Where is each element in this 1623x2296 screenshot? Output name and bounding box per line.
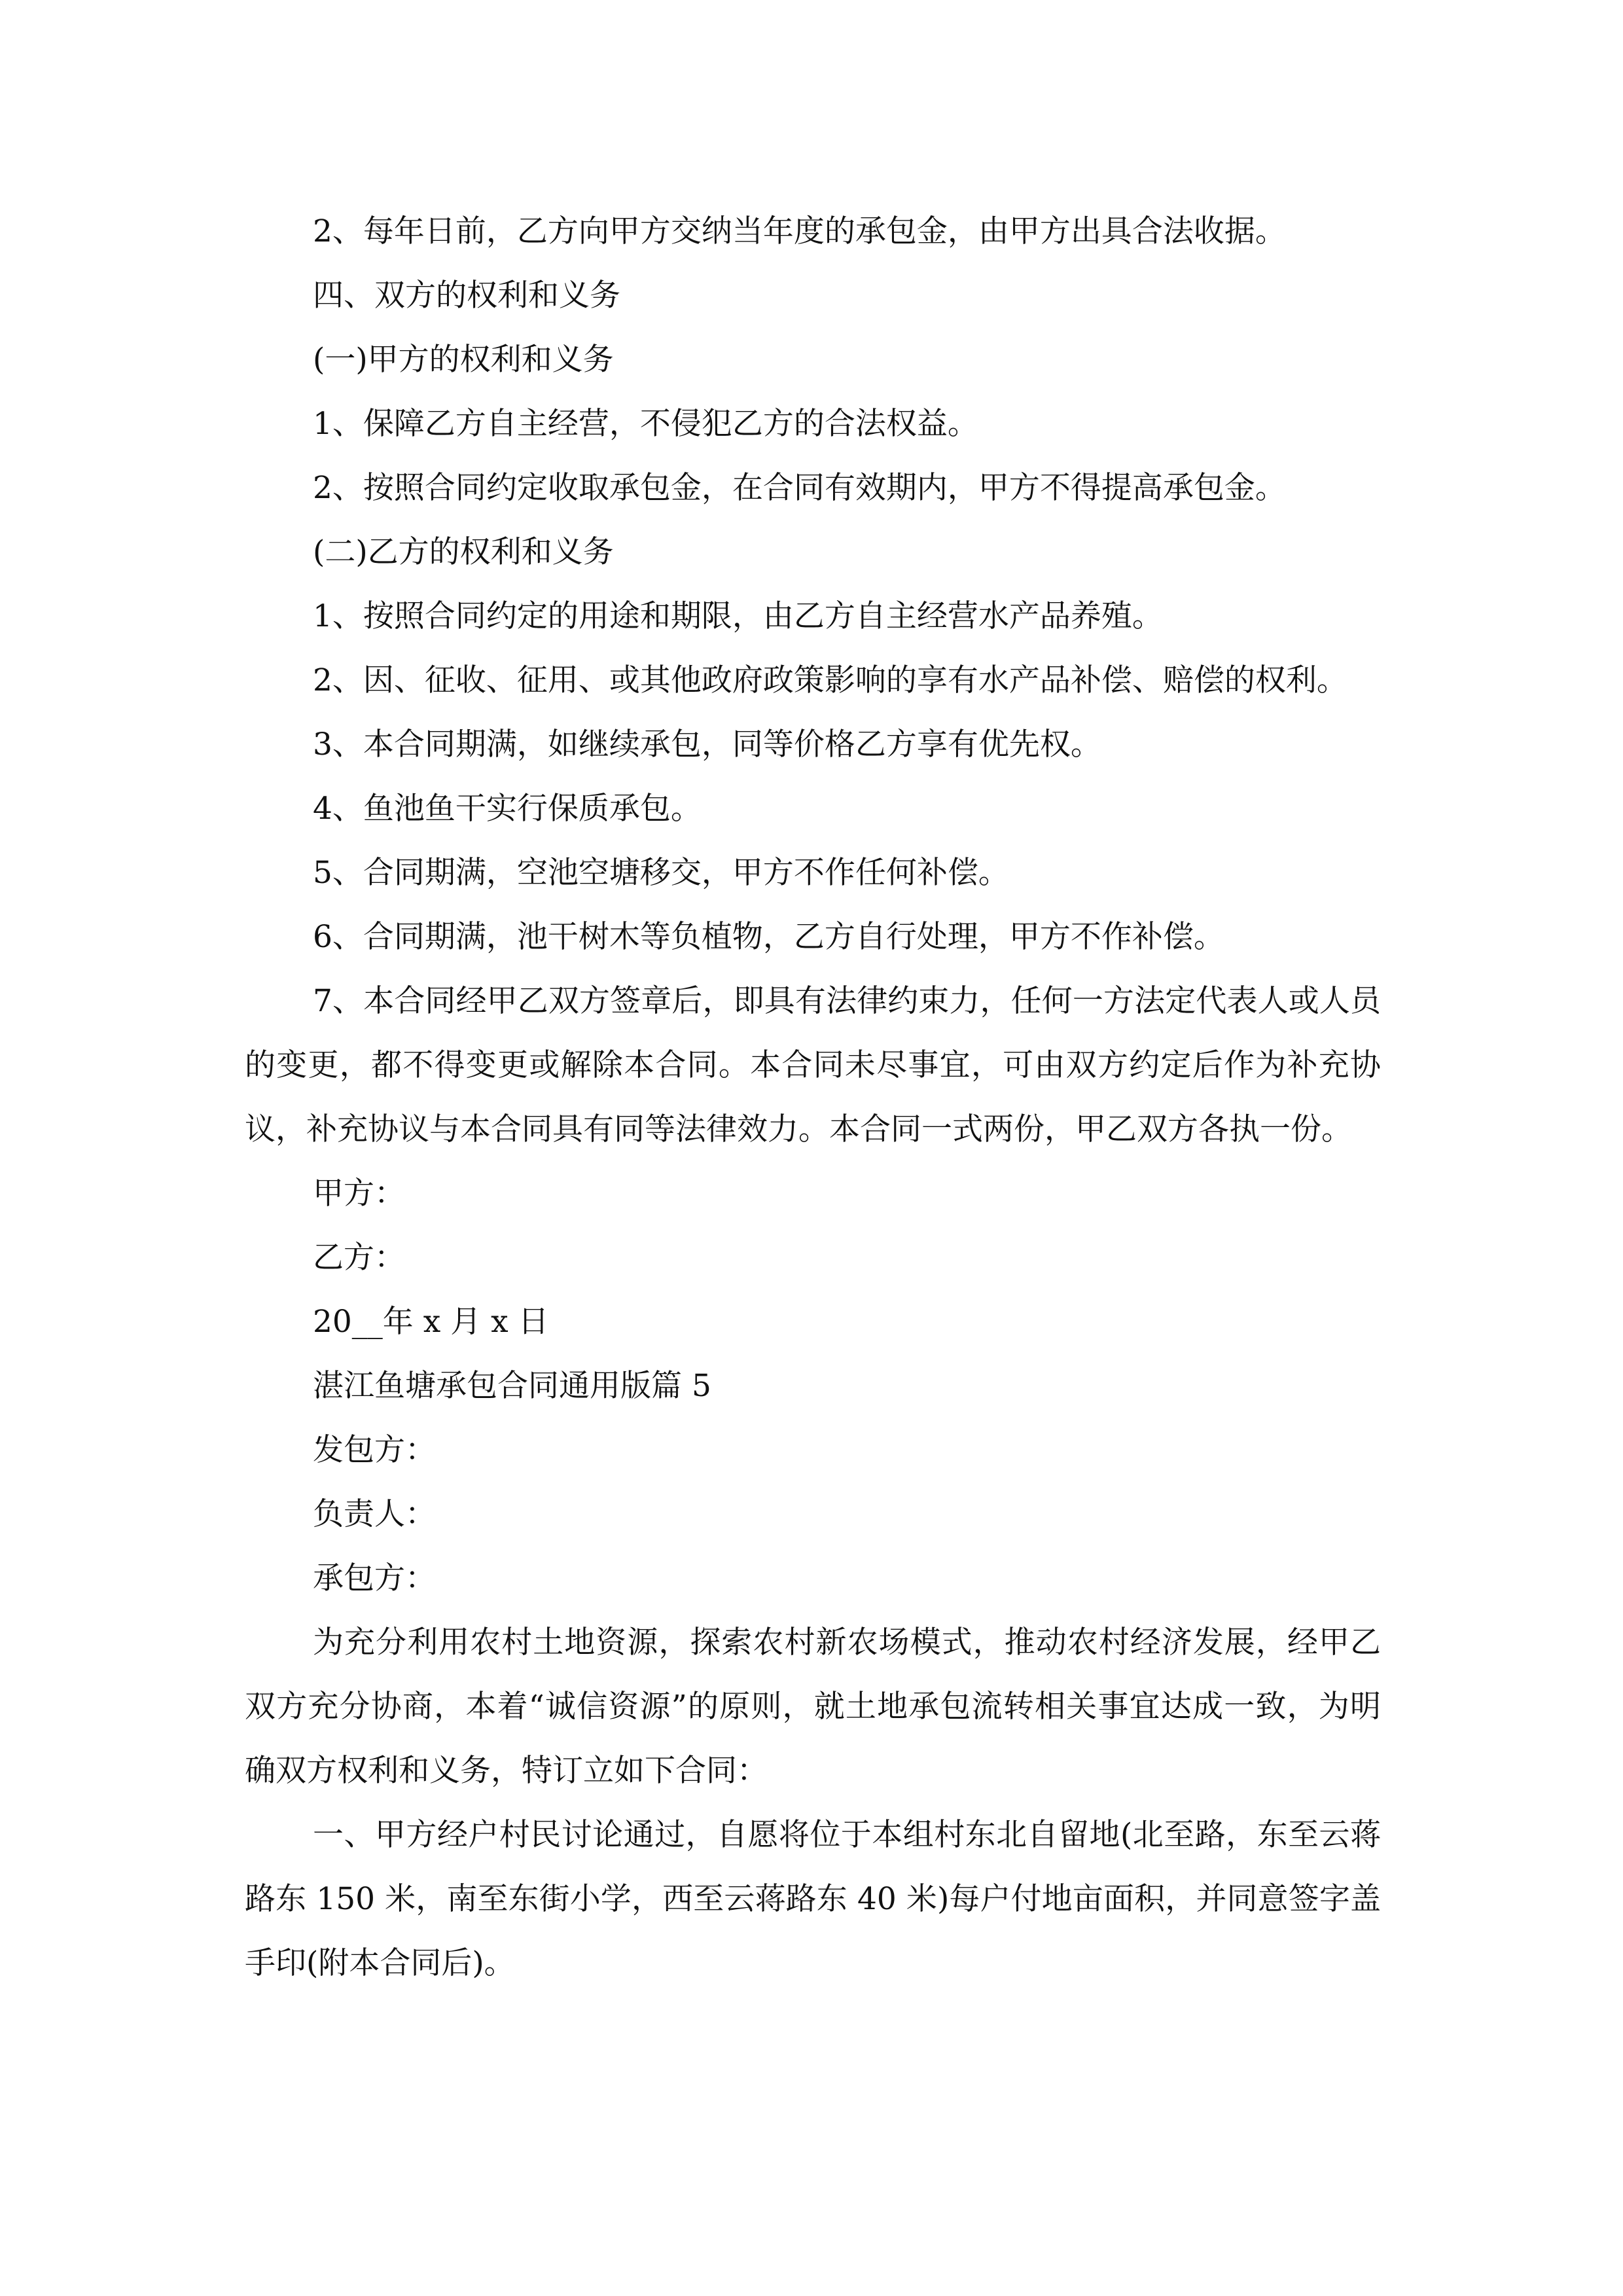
person-in-charge-label: 负责人： — [313, 1496, 436, 1532]
section-title: 湛江鱼塘承包合同通用版篇 5 — [313, 1368, 711, 1404]
section-heading: 四、双方的权利和义务 — [313, 278, 620, 314]
signature-party-b: 乙方： — [313, 1240, 405, 1276]
clause-line: 1、按照合同约定的用途和期限，由乙方自主经营水产品养殖。 — [313, 598, 1163, 634]
clause-line: 3、本合同期满，如继续承包，同等价格乙方享有优先权。 — [313, 726, 1101, 762]
clause-line: 5、合同期满，空池空塘移交，甲方不作任何补偿。 — [313, 855, 1009, 891]
intro-paragraph: 为充分利用农村土地资源，探索农村新农场模式，推动农村经济发展，经甲乙双方充分协商，本着“诚信资源”的原则，就土地承包流转相关事宜达成一致，为明确双方权利和义务，特订立如下合同： — [245, 1624, 1381, 1789]
clause-line: 2、因、征收、征用、或其他政府政策影响的享有水产品补偿、赔偿的权利。 — [313, 662, 1347, 698]
signature-party-a: 甲方： — [313, 1175, 405, 1211]
subsection-heading: (一)甲方的权利和义务 — [313, 342, 614, 378]
subsection-heading: (二)乙方的权利和义务 — [313, 534, 614, 570]
contractor-label: 承包方： — [313, 1560, 436, 1596]
clause-line: 4、鱼池鱼干实行保质承包。 — [313, 791, 702, 827]
clause-line: 2、每年日前，乙方向甲方交纳当年度的承包金，由甲方出具合法收据。 — [313, 213, 1286, 249]
clause-line: 2、按照合同约定收取承包金，在合同有效期内，甲方不得提高承包金。 — [313, 470, 1286, 506]
document-body — [245, 200, 1381, 1996]
signature-date: 20__年 x 月 x 日 — [313, 1304, 549, 1340]
clause-line: 1、保障乙方自主经营，不侵犯乙方的合法权益。 — [313, 406, 978, 442]
clause-paragraph: 一、甲方经户村民讨论通过，自愿将位于本组村东北自留地(北至路，东至云蒋路东 150 米，南至东街小学，西至云蒋路东 40 米)每户付地亩面积，并同意签字盖手印(附本合同后)。 — [245, 1817, 1381, 1981]
clause-paragraph: 7、本合同经甲乙双方签章后，即具有法律约束力，任何一方法定代表人或人员的变更，都不得变更或解除本合同。本合同未尽事宜，可由双方约定后作为补充协议，补充协议与本合同具有同等法律效力。本合同一式两份，甲乙双方各执一份。 — [245, 983, 1381, 1147]
clause-line: 6、合同期满，池干树木等负植物，乙方自行处理，甲方不作补偿。 — [313, 919, 1224, 955]
contract-issuer-label: 发包方： — [313, 1432, 436, 1468]
